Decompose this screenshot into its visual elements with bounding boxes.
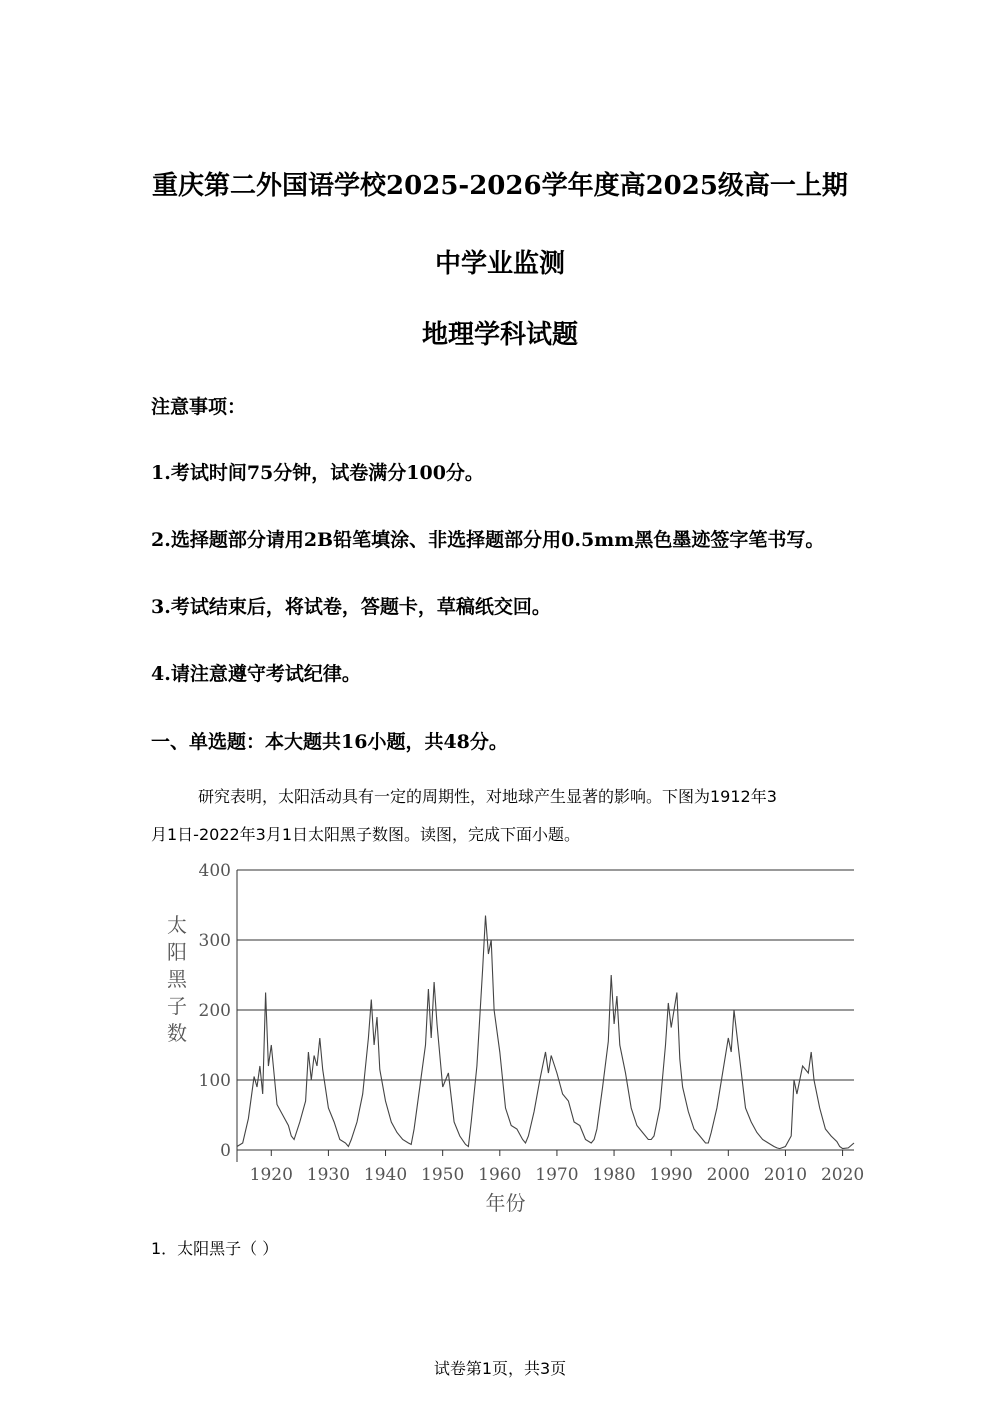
sunspot-series-line xyxy=(237,916,854,1149)
y-tick-label: 300 xyxy=(198,931,231,951)
passage-line1: 研究表明，太阳活动具有一定的周期性，对地球产生显著的影响。下图为1912年3 xyxy=(198,787,777,806)
x-tick-labels xyxy=(250,1165,865,1185)
sunspot-chart xyxy=(150,860,870,1220)
x-tick-label: 1980 xyxy=(592,1165,636,1185)
x-axis-label: 年份 xyxy=(485,1191,526,1215)
exam-title-line1: 重庆第二外国语学校2025-2026学年度高2025级高一上期 xyxy=(152,171,848,201)
x-tick-label: 1970 xyxy=(535,1165,579,1185)
x-tick-label: 1920 xyxy=(249,1165,293,1185)
y-tick-label: 200 xyxy=(198,1001,231,1021)
note-item-3: 3.考试结束后，将试卷，答题卡，草稿纸交回。 xyxy=(151,596,551,618)
question-1: 1．太阳黑子（ ） xyxy=(151,1239,279,1258)
exam-title-line2: 中学业监测 xyxy=(434,249,565,279)
x-tick-label: 1990 xyxy=(649,1165,693,1185)
x-tick-label: 2020 xyxy=(820,1165,865,1185)
chart-axes xyxy=(237,870,854,1162)
note-item-1: 1.考试时间75分钟，试卷满分100分。 xyxy=(151,462,484,484)
section-heading: 一、单选题：本大题共16小题，共48分。 xyxy=(151,731,508,753)
y-axis-label xyxy=(167,913,188,1045)
y-tick-label: 100 xyxy=(198,1071,231,1091)
note-item-4: 4.请注意遵守考试纪律。 xyxy=(151,663,361,685)
notes-heading: 注意事项： xyxy=(151,396,247,418)
x-tick-label: 1950 xyxy=(421,1165,465,1185)
subject-title: 地理学科试题 xyxy=(421,320,578,350)
note-item-2: 2.选择题部分请用2B铅笔填涂、非选择题部分用0.5mm黑色墨迹签字笔书写。 xyxy=(151,529,825,551)
page-footer: 试卷第1页，共3页 xyxy=(433,1359,567,1378)
x-tick-label: 1930 xyxy=(306,1165,351,1185)
x-tick-label: 1960 xyxy=(478,1165,522,1185)
x-tick-label: 2010 xyxy=(763,1165,808,1185)
y-axis-label-char: 太 xyxy=(167,913,187,937)
passage-line2: 月1日-2022年3月1日太阳黑子数图。读图，完成下面小题。 xyxy=(151,825,581,844)
y-tick-label: 0 xyxy=(220,1141,231,1161)
y-axis-label-char: 黑 xyxy=(167,967,187,991)
y-tick-label: 400 xyxy=(198,861,231,881)
x-tick-label: 2000 xyxy=(706,1165,750,1185)
y-axis-label-char: 阳 xyxy=(167,940,187,964)
y-tick-labels xyxy=(199,861,231,1161)
y-axis-label-char: 子 xyxy=(167,994,187,1018)
x-tick-label: 1940 xyxy=(363,1165,408,1185)
y-axis-label-char: 数 xyxy=(167,1021,187,1045)
chart-gridlines xyxy=(237,870,854,1080)
